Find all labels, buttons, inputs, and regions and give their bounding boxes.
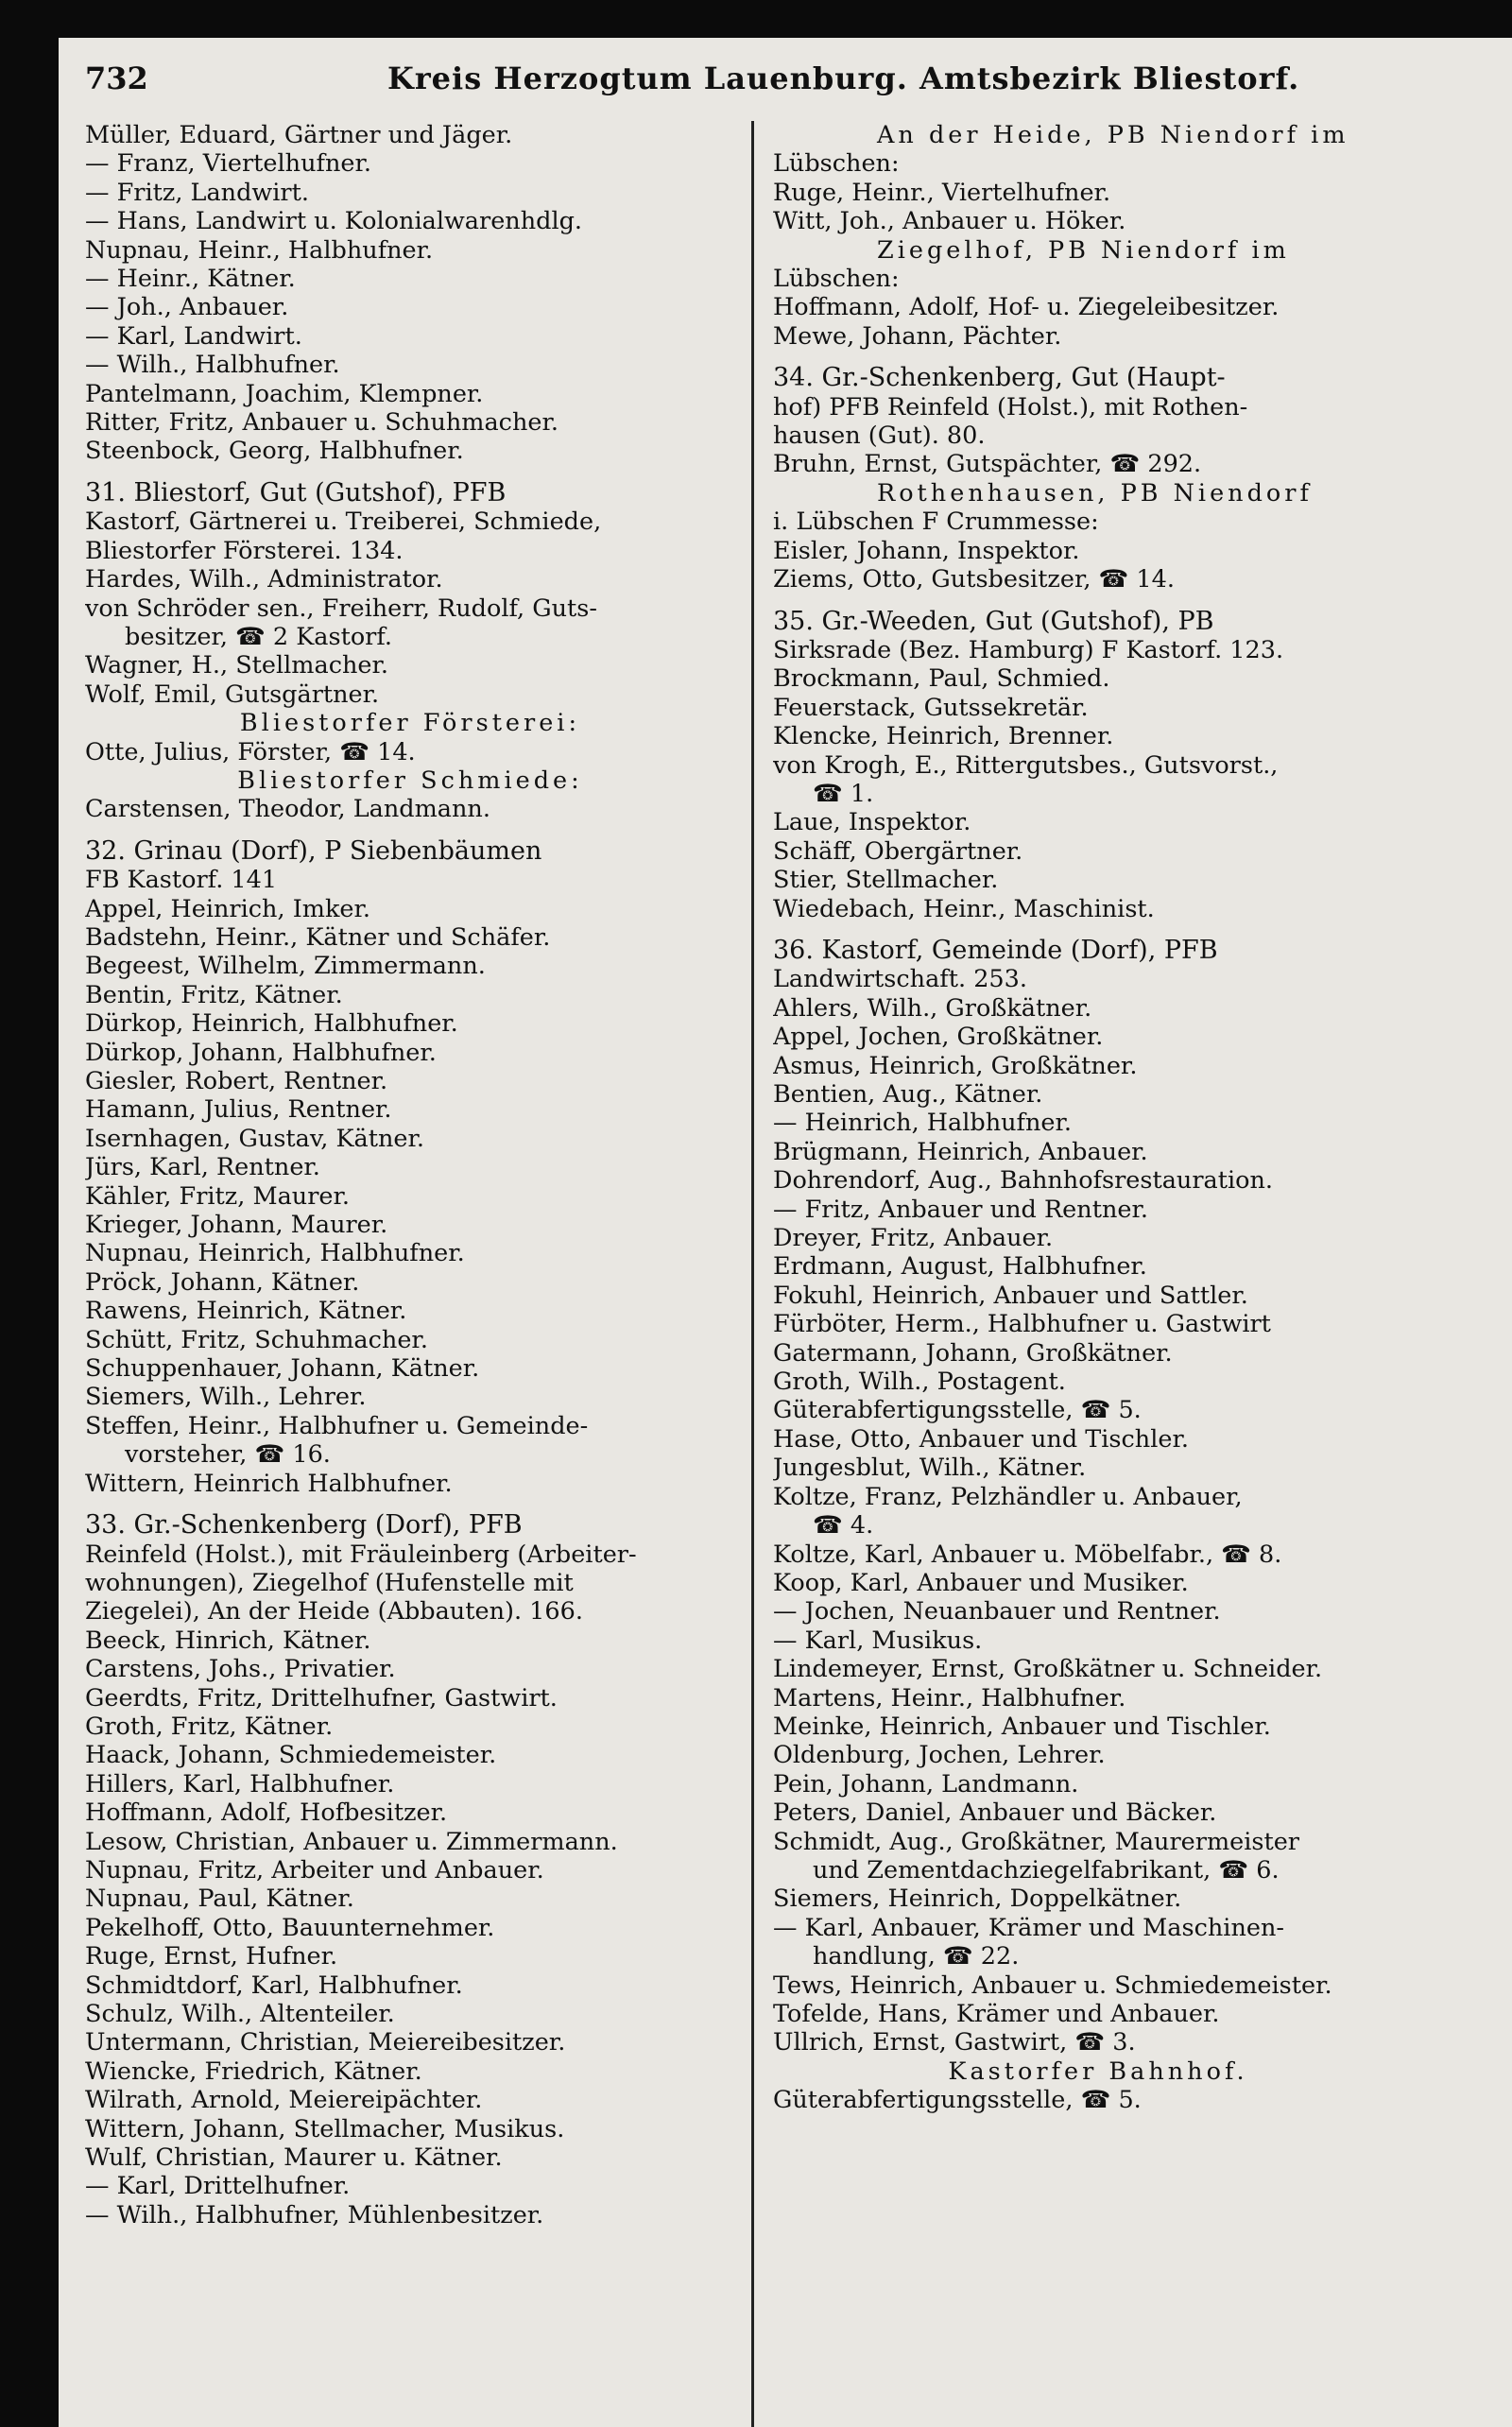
left-column-line: — Wilh., Halbhufner, Mühlenbesitzer. (85, 2200, 544, 2229)
left-column-line: Rawens, Heinrich, Kätner. (85, 1297, 407, 1326)
right-column-line: Koltze, Karl, Anbauer u. Möbelfabr., ☎ 8. (773, 1540, 1282, 1569)
left-column-line: Jürs, Karl, Rentner. (85, 1153, 320, 1182)
right-column-line: Groth, Wilh., Postagent. (773, 1368, 1066, 1397)
left-column-line: Beeck, Hinrich, Kätner. (85, 1626, 371, 1655)
right-column-line: Fokuhl, Heinrich, Anbauer und Sattler. (773, 1281, 1248, 1310)
right-column-line: Koltze, Franz, Pelzhändler u. Anbauer, (773, 1482, 1243, 1511)
left-column-line: Geerdts, Fritz, Drittelhufner, Gastwirt. (85, 1683, 558, 1713)
left-column-line: — Heinr., Kätner. (85, 265, 296, 294)
right-column-line: Erdmann, August, Halbhufner. (773, 1252, 1147, 1282)
left-column-line: Hoffmann, Adolf, Hofbesitzer. (85, 1799, 448, 1828)
right-column-line: Dohrendorf, Aug., Bahnhofsrestauration. (773, 1166, 1274, 1196)
left-column-line: Steffen, Heinr., Halbhufner u. Gemeinde- (85, 1411, 589, 1440)
right-column-line: Gatermann, Johann, Großkätner. (773, 1338, 1173, 1368)
right-column-line: Fürböter, Herm., Halbhufner u. Gastwirt (773, 1310, 1271, 1339)
right-column-line: Brügmann, Heinrich, Anbauer. (773, 1137, 1148, 1166)
left-column-line: Kastorf, Gärtnerei u. Treiberei, Schmiede, (85, 508, 602, 537)
left-column-line: — Joh., Anbauer. (85, 293, 289, 322)
right-column-line: Meinke, Heinrich, Anbauer und Tischler. (773, 1712, 1271, 1741)
left-column-line: Krieger, Johann, Maurer. (85, 1211, 388, 1240)
page-title: Kreis Herzogtum Lauenburg. Amtsbezirk Bliestorf. (387, 60, 1300, 96)
right-column-line: Ruge, Heinr., Viertelhufner. (773, 178, 1111, 207)
right-column-line: — Heinrich, Halbhufner. (773, 1109, 1072, 1138)
right-column-line: Feuerstack, Gutssekretär. (773, 693, 1089, 722)
right-column-line: Martens, Heinr., Halbhufner. (773, 1683, 1126, 1713)
right-column-line: — Karl, Musikus. (773, 1626, 983, 1655)
right-column-line: Hase, Otto, Anbauer und Tischler. (773, 1424, 1189, 1454)
left-column-line: Bliestorfer Schmiede: (237, 766, 583, 795)
left-column-line: Untermann, Christian, Meiereibesitzer. (85, 2028, 566, 2057)
right-column-line: Schmidt, Aug., Großkätner, Maurermeister (773, 1827, 1299, 1856)
left-column-line: Haack, Johann, Schmiedemeister. (85, 1741, 497, 1770)
right-column-line: von Krogh, E., Rittergutsbes., Gutsvorst., (773, 750, 1279, 780)
left-column-line: Hillers, Karl, Halbhufner. (85, 1769, 395, 1799)
left-column-line: Schütt, Fritz, Schuhmacher. (85, 1325, 428, 1354)
left-column-line: Nupnau, Paul, Kätner. (85, 1885, 354, 1914)
left-column-line: Isernhagen, Gustav, Kätner. (85, 1124, 424, 1153)
left-column-line: von Schröder sen., Freiherr, Rudolf, Guts- (85, 594, 597, 623)
left-column-line: Pröck, Johann, Kätner. (85, 1267, 360, 1297)
right-column-line: hausen (Gut). 80. (773, 422, 986, 451)
right-column-line: Ahlers, Wilh., Großkätner. (773, 993, 1092, 1023)
left-column-line: Bliestorfer Försterei. 134. (85, 536, 404, 565)
right-column-line: Jungesblut, Wilh., Kätner. (773, 1454, 1087, 1483)
left-column-line: Lesow, Christian, Anbauer u. Zimmermann. (85, 1827, 618, 1856)
left-column-line: — Franz, Viertelhufner. (85, 149, 371, 179)
left-column-line: Wiencke, Friedrich, Kätner. (85, 2057, 422, 2086)
left-column-line: Siemers, Wilh., Lehrer. (85, 1383, 367, 1412)
right-column-line: 35. Gr.-Weeden, Gut (Gutshof), PB (773, 607, 1214, 636)
right-column-line: Ziegelhof, PB Niendorf im (877, 235, 1290, 265)
right-column-line: Lindemeyer, Ernst, Großkätner u. Schneider. (773, 1655, 1323, 1684)
right-column-line: ☎ 4. (813, 1511, 874, 1541)
two-column-body (85, 121, 1484, 2229)
right-column-line: Dreyer, Fritz, Anbauer. (773, 1224, 1054, 1253)
right-column-line: Tews, Heinrich, Anbauer u. Schmiedemeister. (773, 1971, 1332, 2000)
left-column-line: 32. Grinau (Dorf), P Siebenbäumen (85, 836, 542, 866)
right-column-line: Wiedebach, Heinr., Maschinist. (773, 894, 1155, 923)
left-column-line: Schuppenhauer, Johann, Kätner. (85, 1354, 480, 1384)
left-column-line: Nupnau, Heinr., Halbhufner. (85, 235, 434, 265)
left-column-line: Bentin, Fritz, Kätner. (85, 980, 343, 1009)
right-column-line: Witt, Joh., Anbauer u. Höker. (773, 207, 1126, 236)
left-column-line: Müller, Eduard, Gärtner und Jäger. (85, 121, 513, 149)
left-column-line: besitzer, ☎ 2 Kastorf. (125, 622, 392, 651)
right-column-line: Eisler, Johann, Inspektor. (773, 536, 1080, 565)
right-column-line: hof) PFB Reinfeld (Holst.), mit Rothen- (773, 392, 1248, 422)
left-column-line: 31. Bliestorf, Gut (Gutshof), PFB (85, 478, 507, 508)
left-column-line: Ritter, Fritz, Anbauer u. Schuhmacher. (85, 408, 558, 438)
book-page (59, 38, 1512, 2427)
right-column-line: Güterabfertigungsstelle, ☎ 5. (773, 1396, 1142, 1425)
right-column-line: — Karl, Anbauer, Krämer und Maschinen- (773, 1913, 1284, 1942)
left-column-line: Giesler, Robert, Rentner. (85, 1067, 388, 1095)
left-column-line: FB Kastorf. 141 (85, 866, 278, 895)
right-column-line: i. Lübschen F Crummesse: (773, 508, 1099, 537)
right-column-line: Oldenburg, Jochen, Lehrer. (773, 1741, 1106, 1770)
right-column-line: Rothenhausen, PB Niendorf (877, 478, 1313, 508)
right-column-line: 36. Kastorf, Gemeinde (Dorf), PFB (773, 936, 1218, 965)
left-column-line: — Karl, Drittelhufner. (85, 2172, 351, 2201)
right-column-line: Lübschen: (773, 265, 900, 294)
left-column-line: — Hans, Landwirt u. Kolonialwarenhdlg. (85, 207, 583, 236)
left-column-line: Schmidtdorf, Karl, Halbhufner. (85, 1971, 463, 2000)
right-column-line: Sirksrade (Bez. Hamburg) F Kastorf. 123. (773, 635, 1284, 664)
left-column-line: Nupnau, Fritz, Arbeiter und Anbauer. (85, 1855, 544, 1885)
right-column-line: Landwirtschaft. 253. (773, 965, 1027, 994)
right-column (773, 121, 1423, 2229)
left-column-line: Wilrath, Arnold, Meiereipächter. (85, 2086, 483, 2115)
left-column-line: Groth, Fritz, Kätner. (85, 1712, 334, 1741)
right-column-line: Bentien, Aug., Kätner. (773, 1080, 1043, 1109)
page-number: 732 (85, 60, 148, 96)
right-column-line: und Zementdachziegelfabrikant, ☎ 6. (813, 1855, 1280, 1885)
right-column-line: 34. Gr.-Schenkenberg, Gut (Haupt- (773, 364, 1226, 393)
left-column-line: Wittern, Heinrich Halbhufner. (85, 1469, 453, 1498)
column-divider (751, 121, 754, 2427)
right-column-line: Koop, Karl, Anbauer und Musiker. (773, 1568, 1189, 1597)
right-column-line: Güterabfertigungsstelle, ☎ 5. (773, 2086, 1142, 2115)
right-column-line: Appel, Jochen, Großkätner. (773, 1023, 1104, 1052)
left-column-line: Carstensen, Theodor, Landmann. (85, 795, 490, 824)
left-column-line: Ziegelei), An der Heide (Abbauten). 166. (85, 1597, 583, 1627)
left-column-line: Otte, Julius, Förster, ☎ 14. (85, 737, 416, 766)
right-column-line: Pein, Johann, Landmann. (773, 1769, 1079, 1799)
right-column-line: Ullrich, Ernst, Gastwirt, ☎ 3. (773, 2028, 1136, 2057)
right-column-line: Bruhn, Ernst, Gutspächter, ☎ 292. (773, 450, 1202, 479)
left-column-line: Carstens, Johs., Privatier. (85, 1655, 396, 1684)
left-column-line: — Wilh., Halbhufner. (85, 351, 340, 380)
left-column-line: Kähler, Fritz, Maurer. (85, 1181, 350, 1211)
left-column-line: vorsteher, ☎ 16. (125, 1440, 331, 1470)
right-column-line: Lübschen: (773, 149, 900, 179)
right-column-line: Laue, Inspektor. (773, 808, 971, 837)
left-column-line: Wulf, Christian, Maurer u. Kätner. (85, 2143, 503, 2173)
right-column-line: Mewe, Johann, Pächter. (773, 321, 1062, 351)
left-column-line: Steenbock, Georg, Halbhufner. (85, 437, 464, 466)
right-column-line: An der Heide, PB Niendorf im (877, 121, 1349, 149)
left-column-line: Nupnau, Heinrich, Halbhufner. (85, 1239, 465, 1268)
left-column-line: — Fritz, Landwirt. (85, 178, 309, 207)
left-column-line: Badstehn, Heinr., Kätner und Schäfer. (85, 922, 551, 952)
left-column-line: wohnungen), Ziegelhof (Hufenstelle mit (85, 1568, 574, 1597)
left-column-line: Schulz, Wilh., Altenteiler. (85, 2000, 395, 2028)
right-column-line: — Jochen, Neuanbauer und Rentner. (773, 1597, 1221, 1627)
right-column-line: Peters, Daniel, Anbauer und Bäcker. (773, 1799, 1217, 1828)
right-column-line: Siemers, Heinrich, Doppelkätner. (773, 1885, 1182, 1914)
left-column-line: Hardes, Wilh., Administrator. (85, 565, 443, 594)
left-column-line: Wittern, Johann, Stellmacher, Musikus. (85, 2114, 565, 2143)
right-column-line: — Fritz, Anbauer und Rentner. (773, 1195, 1148, 1224)
right-column-line: Stier, Stellmacher. (773, 866, 999, 895)
left-column-line: Hamann, Julius, Rentner. (85, 1095, 392, 1125)
right-column-line: Schäff, Obergärtner. (773, 836, 1023, 866)
left-column-line: Begeest, Wilhelm, Zimmermann. (85, 952, 486, 981)
right-column-line: Brockmann, Paul, Schmied. (773, 664, 1110, 694)
right-column-line: Tofelde, Hans, Krämer und Anbauer. (773, 2000, 1220, 2028)
left-column-line: Reinfeld (Holst.), mit Fräuleinberg (Arbeiter- (85, 1540, 637, 1569)
right-column-line: Hoffmann, Adolf, Hof- u. Ziegeleibesitzer. (773, 293, 1280, 322)
left-column-line: Wagner, H., Stellmacher. (85, 651, 388, 680)
left-column-line: Appel, Heinrich, Imker. (85, 894, 370, 923)
left-column-line: — Karl, Landwirt. (85, 321, 302, 351)
left-column-line: 33. Gr.-Schenkenberg (Dorf), PFB (85, 1511, 523, 1541)
left-column-line: Dürkop, Heinrich, Halbhufner. (85, 1009, 458, 1039)
page-header (85, 60, 1484, 121)
left-column-line: Pantelmann, Joachim, Klempner. (85, 379, 484, 408)
right-column-line: Ziems, Otto, Gutsbesitzer, ☎ 14. (773, 565, 1175, 594)
right-column-line: ☎ 1. (813, 779, 874, 808)
right-column-line: Kastorfer Bahnhof. (948, 2057, 1248, 2086)
left-column-line: Bliestorfer Försterei: (239, 709, 581, 738)
left-column-line: Ruge, Ernst, Hufner. (85, 1942, 338, 1971)
left-column-line: Pekelhoff, Otto, Bauunternehmer. (85, 1913, 495, 1942)
left-column (85, 121, 735, 2229)
left-column-line: Wolf, Emil, Gutsgärtner. (85, 680, 380, 709)
right-column-line: Asmus, Heinrich, Großkätner. (773, 1051, 1138, 1080)
left-column-line: Dürkop, Johann, Halbhufner. (85, 1038, 437, 1067)
right-column-line: handlung, ☎ 22. (813, 1942, 1020, 1971)
right-column-line: Klencke, Heinrich, Brenner. (773, 722, 1114, 751)
